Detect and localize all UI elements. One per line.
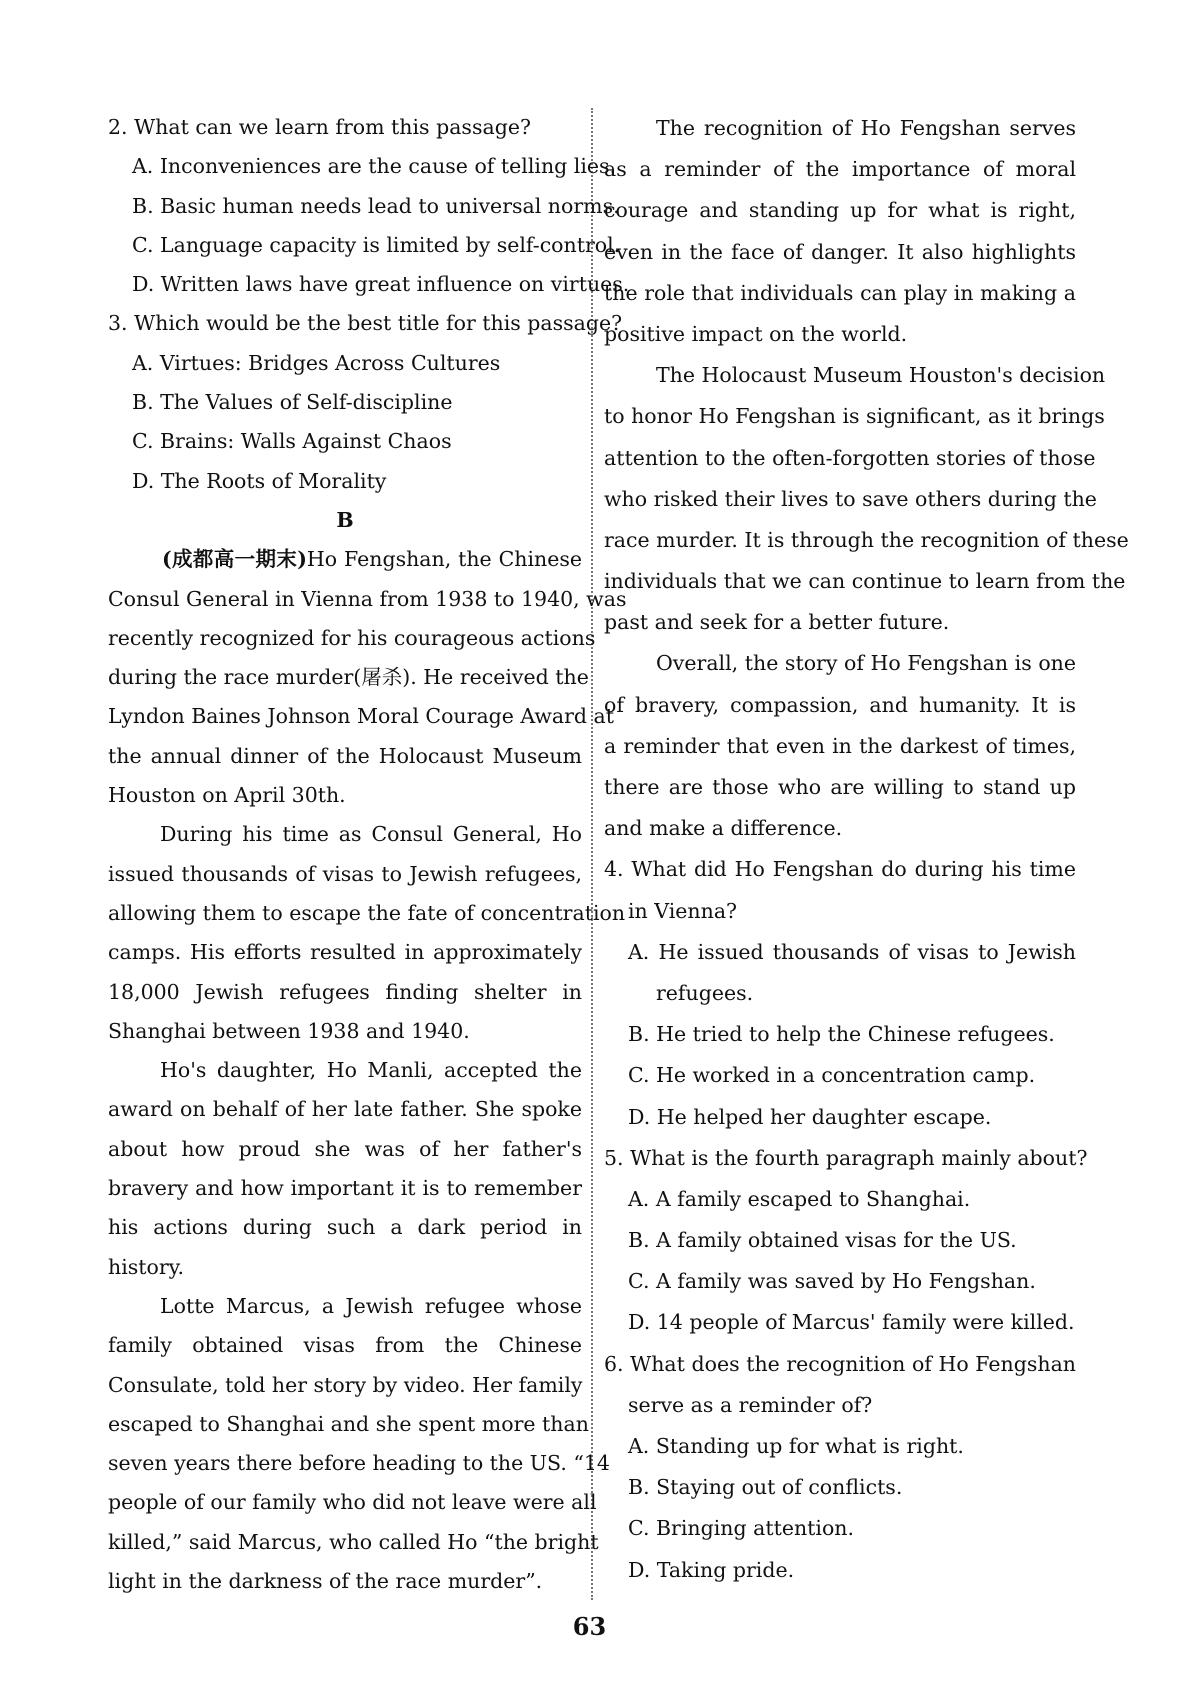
passage-line: family obtained visas from the Chinese: [108, 1333, 582, 1358]
source-tag: (成都高一期末): [162, 547, 307, 572]
option-2d: D. Written laws have great influence on virtues.: [132, 272, 630, 297]
option-5b: B. A family obtained visas for the US.: [628, 1228, 1017, 1253]
option-3c: C. Brains: Walls Against Chaos: [132, 429, 452, 454]
passage-line: recently recognized for his courageous actions: [108, 625, 596, 650]
option-3b: B. The Values of Self-discipline: [132, 390, 453, 415]
option-2a: A. Inconveniences are the cause of telling lies.: [132, 154, 617, 179]
section-heading-b: B: [336, 507, 354, 532]
passage-line: Overall, the story of Ho Fengshan is one: [656, 651, 1076, 676]
option-2c: C. Language capacity is limited by self-control.: [132, 232, 621, 257]
option-4a-cont: refugees.: [656, 980, 754, 1005]
passage-line: Consul General in Vienna from 1938 to 1940, was: [108, 586, 627, 611]
passage-line: Lotte Marcus, a Jewish refugee whose: [160, 1293, 582, 1318]
passage-line: attention to the often-forgotten stories of those: [604, 445, 1096, 470]
option-4a: A. He issued thousands of visas to Jewish: [628, 939, 1076, 964]
passage-line: past and seek for a better future.: [604, 610, 950, 635]
passage-line: Houston on April 30th.: [108, 783, 346, 808]
passage-line: camps. His efforts resulted in approximately: [108, 940, 582, 965]
passage-line: During his time as Consul General, Ho: [160, 822, 582, 847]
option-5a: A. A family escaped to Shanghai.: [628, 1186, 971, 1211]
question-5: 5. What is the fourth paragraph mainly about?: [604, 1145, 1088, 1170]
option-4b: B. He tried to help the Chinese refugees.: [628, 1022, 1055, 1047]
page-number: 63: [572, 1612, 607, 1641]
passage-line: Ho's daughter, Ho Manli, accepted the: [160, 1058, 582, 1083]
passage-line: light in the darkness of the race murder”.: [108, 1568, 543, 1593]
passage-line: there are those who are willing to stand up: [604, 775, 1076, 799]
passage-line: the annual dinner of the Holocaust Museum: [108, 743, 582, 768]
option-3d: D. The Roots of Morality: [132, 468, 387, 493]
passage-line: and make a difference.: [604, 816, 843, 841]
option-2b: B. Basic human needs lead to universal norms.: [132, 193, 620, 218]
passage-line: his actions during such a dark period in: [108, 1215, 582, 1240]
option-3a: A. Virtues: Bridges Across Cultures: [132, 350, 501, 375]
passage-line: race murder. It is through the recognition of these: [604, 527, 1129, 552]
passage-line: individuals that we can continue to learn from the: [604, 569, 1126, 594]
passage-line: escaped to Shanghai and she spent more than: [108, 1411, 589, 1436]
passage-line: people of our family who did not leave were all: [108, 1490, 597, 1515]
left-column: [108, 108, 630, 1601]
passage-line: bravery and how important it is to remember: [108, 1176, 582, 1201]
passage-line: issued thousands of visas to Jewish refugees,: [108, 861, 582, 886]
passage-line: award on behalf of her late father. She spoke: [108, 1097, 582, 1122]
option-6d: D. Taking pride.: [628, 1557, 795, 1582]
passage-line: killed,” said Marcus, who called Ho “the bright: [108, 1529, 599, 1554]
option-6c: C. Bringing attention.: [628, 1516, 855, 1541]
passage-line: 18,000 Jewish refugees finding shelter in: [108, 979, 582, 1004]
passage-line: as a reminder of the importance of moral: [604, 157, 1076, 182]
question-2: 2. What can we learn from this passage?: [108, 115, 531, 139]
passage-line: Lyndon Baines Johnson Moral Courage Award at: [108, 704, 614, 729]
passage-line: Consulate, told her story by video. Her family: [108, 1372, 583, 1397]
passage-line: positive impact on the world.: [604, 321, 908, 346]
passage-line: allowing them to escape the fate of concentration: [108, 900, 626, 925]
passage-line: the role that individuals can play in making a: [604, 280, 1076, 305]
right-column: [604, 108, 1129, 1591]
option-4c: C. He worked in a concentration camp.: [628, 1063, 1036, 1088]
option-4d: D. He helped her daughter escape.: [628, 1104, 992, 1129]
passage-line: Shanghai between 1938 and 1940.: [108, 1018, 470, 1043]
option-6a: A. Standing up for what is right.: [628, 1434, 964, 1458]
passage-line: [108, 540, 582, 579]
option-5c: C. A family was saved by Ho Fengshan.: [628, 1269, 1036, 1294]
passage-line: The recognition of Ho Fengshan serves: [656, 116, 1076, 140]
question-4-cont: in Vienna?: [628, 898, 738, 923]
question-3: 3. Which would be the best title for this passage?: [108, 311, 623, 336]
passage-line: of bravery, compassion, and humanity. It is: [604, 692, 1076, 717]
passage-line-text: Ho Fengshan, the Chinese: [306, 547, 582, 572]
passage-line: courage and standing up for what is right,: [604, 198, 1076, 223]
option-5d: D. 14 people of Marcus' family were killed.: [628, 1310, 1075, 1335]
passage-line: even in the face of danger. It also highlights: [604, 239, 1076, 264]
passage-line: a reminder that even in the darkest of times,: [604, 733, 1076, 758]
passage-line: seven years there before heading to the US. “14: [108, 1451, 610, 1476]
passage-line: during the race murder(屠杀). He received the: [108, 665, 589, 690]
question-6: 6. What does the recognition of Ho Fengshan: [604, 1351, 1076, 1376]
passage-line: about how proud she was of her father's: [108, 1136, 582, 1161]
passage-line: who risked their lives to save others during the: [604, 486, 1097, 511]
question-4: 4. What did Ho Fengshan do during his time: [604, 857, 1076, 882]
question-6-cont: serve as a reminder of?: [628, 1392, 873, 1417]
option-6b: B. Staying out of conflicts.: [628, 1475, 903, 1500]
passage-line: to honor Ho Fengshan is significant, as it brings: [604, 404, 1105, 429]
passage-line: history.: [108, 1254, 185, 1279]
passage-line: The Holocaust Museum Houston's decision: [656, 363, 1106, 388]
